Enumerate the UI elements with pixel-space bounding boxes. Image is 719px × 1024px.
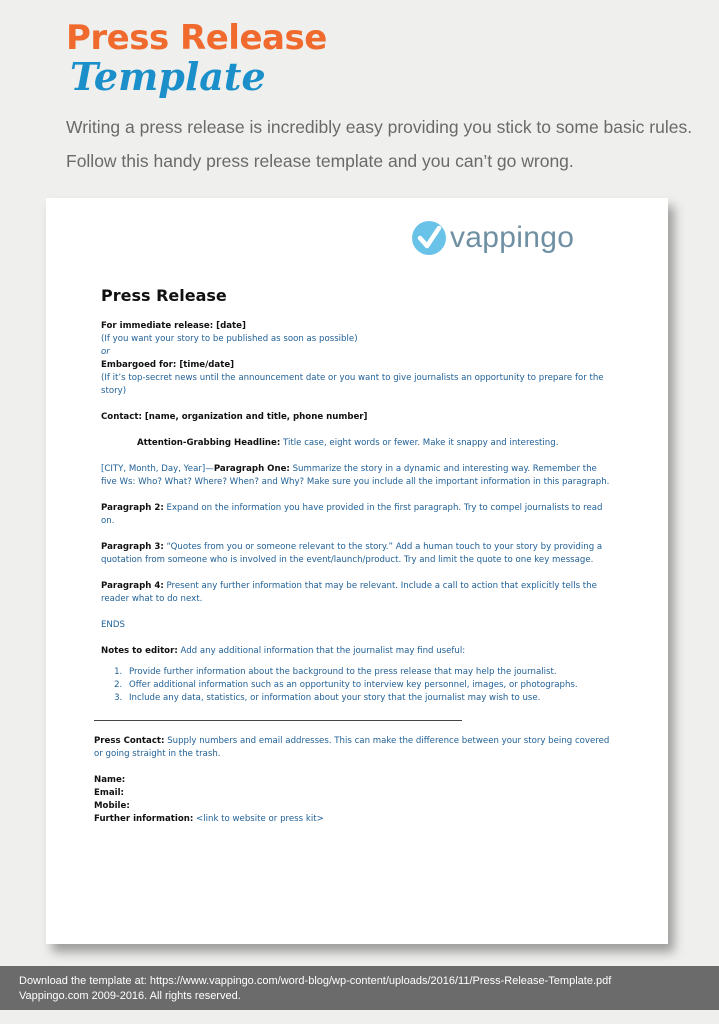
logo-text: vappingo (450, 221, 575, 254)
notes-to-editor (101, 645, 611, 658)
notes-text: Add any additional information that the journalist may find useful: (177, 646, 466, 656)
embargo-note: (If it’s top-secret news until the announcement date or you want to give journalists an opportunity to prepare for the story) (101, 373, 604, 396)
list-item: 2. Offer additional information such as an opportunity to interview key personnel, images, or photographs. (125, 679, 611, 692)
further-info (94, 813, 611, 826)
dateline: [CITY, Month, Day, Year]— (101, 464, 214, 474)
headline-line (101, 437, 611, 450)
copyright-text: Vappingo.com 2009-2016. All rights reserved. (19, 990, 241, 1002)
check-circle-icon (412, 221, 446, 255)
document-body (94, 286, 611, 826)
doc-heading: Press Release (101, 286, 227, 305)
template-document (46, 198, 668, 944)
intro-line: Writing a press release is incredibly easy providing you stick to some basic rules. (66, 117, 693, 137)
p3-label: Paragraph 3: (101, 542, 164, 552)
notes-label: Notes to editor: (101, 646, 178, 656)
immediate-release-note: (If you want your story to be published as soon as possible) (101, 334, 358, 344)
further-text: <link to website or press kit> (193, 814, 324, 824)
page-title-script: Template (70, 54, 266, 99)
ends-marker: ENDS (101, 620, 125, 630)
paragraph-three (101, 541, 611, 567)
p2-label: Paragraph 2: (101, 503, 164, 513)
press-contact-text: Supply numbers and email addresses. This can make the difference between your story being covered or going straight in the trash. (94, 736, 610, 759)
headline-label: Attention-Grabbing Headline: (137, 438, 281, 448)
p4-text: Present any further information that may be relevant. Include a call to action that explicitly tells the reader what to do next. (101, 581, 597, 604)
p4-label: Paragraph 4: (101, 581, 164, 591)
press-contact-label: Press Contact: (94, 736, 165, 746)
mobile-label: Mobile: (94, 801, 130, 811)
vappingo-logo (412, 218, 574, 258)
notes-list (101, 666, 611, 705)
list-item: 1. Provide further information about the background to the press release that may help the journalist. (125, 666, 611, 679)
headline-text: Title case, eight words or fewer. Make it snappy and interesting. (280, 438, 559, 448)
immediate-release-label: For immediate release: [date] (101, 321, 246, 331)
list-item: 3. Include any data, statistics, or information about your story that the journalist may wish to use. (125, 692, 611, 705)
paragraph-four (101, 580, 611, 606)
p2-text: Expand on the information you have provided in the first paragraph. Try to compel journalists to read on. (101, 503, 603, 526)
press-contact-block (94, 735, 611, 826)
paragraph-one (101, 463, 611, 489)
email-label: Email: (94, 788, 124, 798)
download-link-text[interactable]: Download the template at: https://www.vappingo.com/word-blog/wp-content/uploads/2016/11/Press-Release-Template.pdf (19, 975, 612, 987)
press-contact (94, 735, 611, 761)
name-label: Name: (94, 775, 126, 785)
p3-text: “Quotes from you or someone relevant to the story.” Add a human touch to your story by providing a quotation from someone who is involved in the event/launch/product. Try and limit the quote to one key message. (101, 542, 603, 565)
page-title: Press Release (66, 18, 327, 58)
embargo-label: Embargoed for: [time/date] (101, 360, 235, 370)
paragraph-two (101, 502, 611, 528)
p1-label: Paragraph One: (213, 464, 290, 474)
or-text: or (101, 347, 110, 357)
intro-line: Follow this handy press release template and you can’t go wrong. (66, 151, 574, 171)
further-label: Further information: (94, 814, 194, 824)
page-footer (0, 966, 719, 1010)
contact-label: Contact: [name, organization and title, phone number] (101, 412, 368, 422)
p1-text: Summarize the story in a dynamic and interesting way. Remember the five Ws: Who? What? Where? When? and Why? Make sure you include all the important information in this paragraph. (101, 464, 610, 487)
